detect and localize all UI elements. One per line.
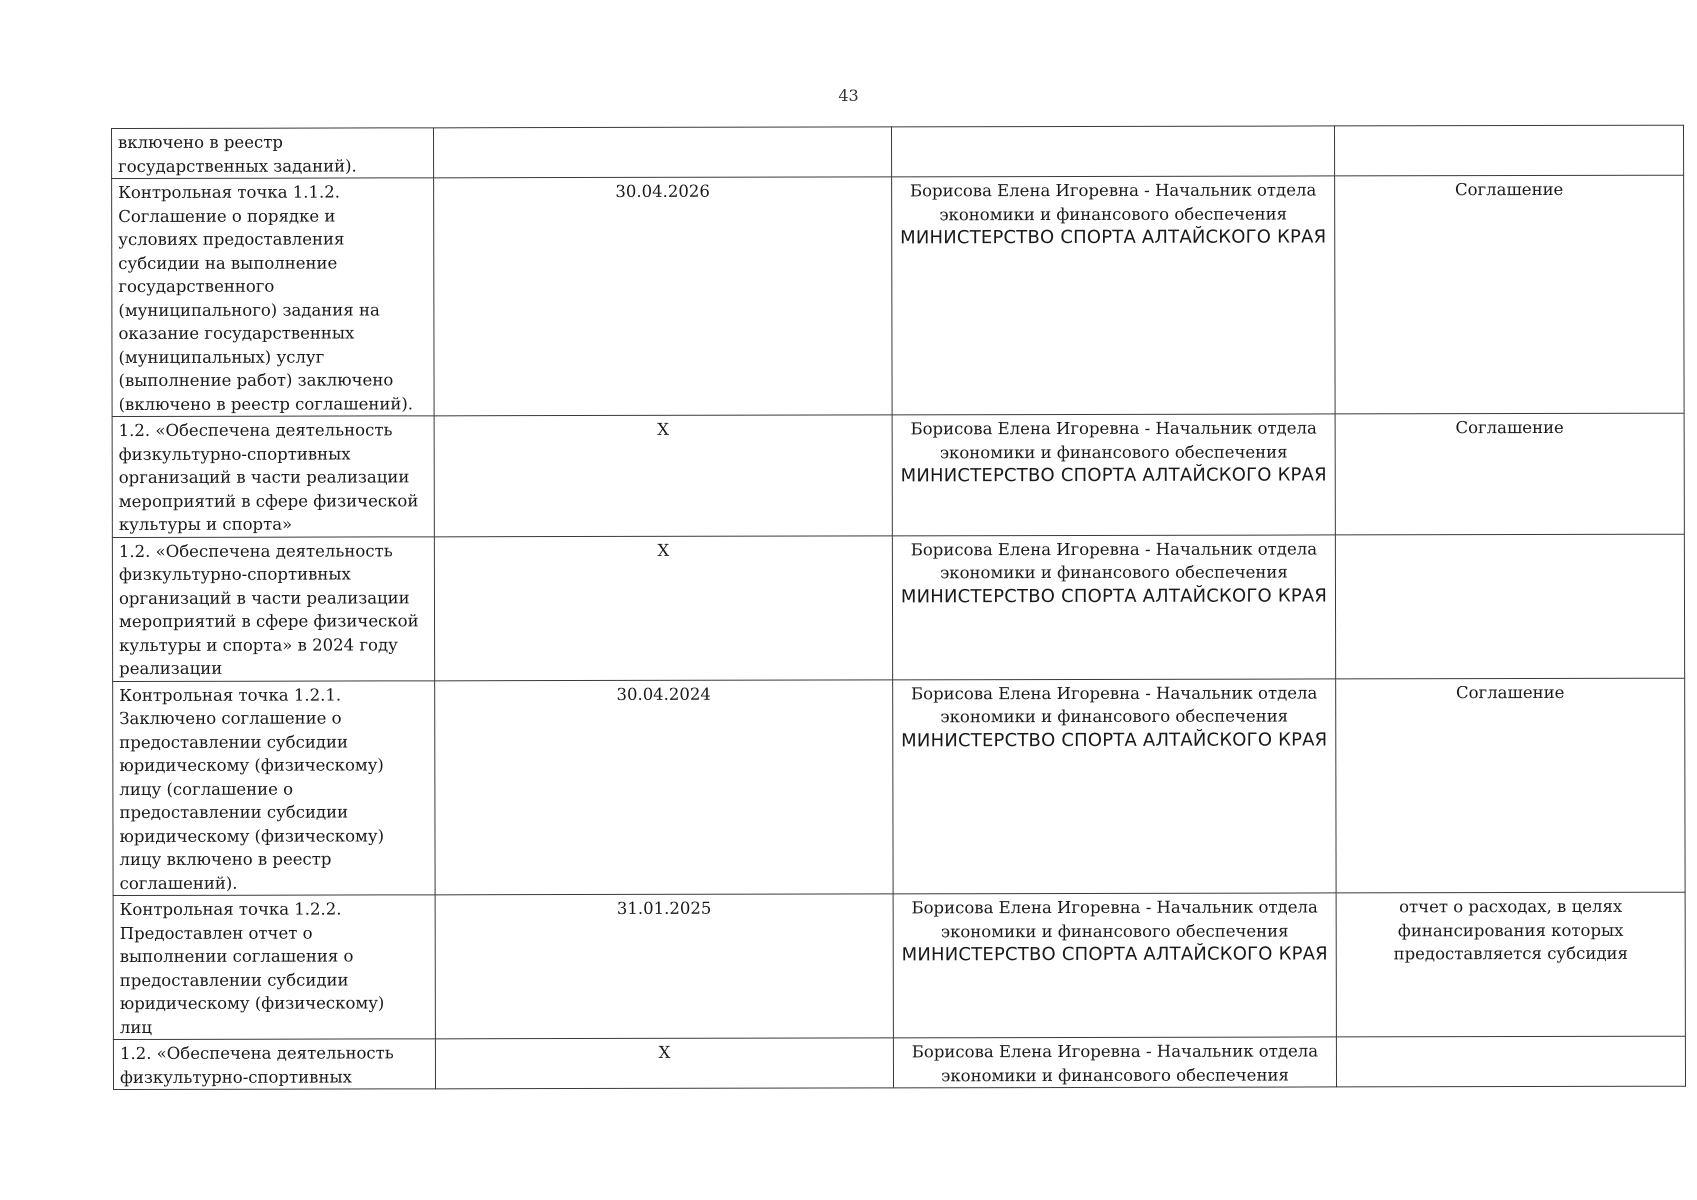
responsible-cell: [893, 893, 1336, 1038]
table-row: [113, 892, 1685, 1039]
plan-table: [111, 125, 1686, 1090]
document-cell: отчет о расходах, в целях финансирования которых предоставляется субсидия: [1336, 892, 1685, 1037]
event-name-cell: Контрольная точка 1.2.2. Предоставлен отчет о выполнении соглашения о предоставлении субсидии юридическому (физическому) лиц: [113, 895, 435, 1040]
table-row: [112, 125, 1684, 178]
document-cell: [1334, 125, 1683, 176]
document-cell: [1335, 534, 1684, 679]
responsible-ministry: МИНИСТЕРСТВО СПОРТА АЛТАЙСКОГО КРАЯ: [900, 226, 1327, 249]
responsible-ministry: МИНИСТЕРСТВО СПОРТА АЛТАЙСКОГО КРАЯ: [900, 464, 1327, 487]
table-row: [112, 534, 1684, 681]
event-name-cell: Контрольная точка 1.1.2. Соглашение о порядке и условиях предоставления субсидии на выполнение государственного (муниципального) задания на оказание государственных (муниципальных) услуг (выполнение работ) заключено (включено в реестр соглашений).: [112, 178, 434, 417]
document-cell: [1336, 1036, 1685, 1087]
deadline-cell: 31.01.2025: [435, 894, 893, 1039]
event-name-cell: Контрольная точка 1.2.1. Заключено соглашение о предоставлении субсидии юридическому (физическому) лицу (соглашение о предоставлении субсидии юридическому (физическому) лицу включено в реестр соглашений).: [113, 680, 435, 895]
deadline-cell: 30.04.2024: [435, 679, 893, 894]
deadline-cell: 30.04.2026: [434, 177, 892, 416]
responsible-ministry: МИНИСТЕРСТВО СПОРТА АЛТАЙСКОГО КРАЯ: [900, 584, 1328, 607]
responsible-cell: [891, 126, 1334, 177]
deadline-cell: X: [435, 1038, 893, 1089]
document-cell: Соглашение: [1335, 413, 1684, 534]
responsible-cell: [892, 534, 1335, 679]
event-name-cell: включено в реестр государственных заданий).: [112, 128, 434, 179]
responsible-person: Борисова Елена Игоревна - Начальник отдела экономики и финансового обеспечения: [910, 418, 1317, 462]
deadline-cell: X: [434, 535, 892, 680]
responsible-ministry: [898, 128, 1328, 129]
event-name-cell: 1.2. «Обеспечена деятельность физкультурно-спортивных: [113, 1039, 435, 1090]
table-row: [112, 175, 1684, 416]
responsible-cell: [893, 678, 1336, 893]
responsible-ministry: МИНИСТЕРСТВО СПОРТА АЛТАЙСКОГО КРАЯ: [901, 943, 1328, 966]
table-row: [113, 1036, 1685, 1089]
document-cell: Соглашение: [1336, 678, 1685, 893]
document-cell: Соглашение: [1335, 175, 1684, 414]
responsible-cell: [893, 1037, 1336, 1088]
table-row: [113, 678, 1685, 896]
deadline-cell: [434, 127, 892, 178]
responsible-ministry: МИНИСТЕРСТВО СПОРТА АЛТАЙСКОГО КРАЯ: [901, 728, 1328, 751]
table-row: [112, 413, 1684, 537]
deadline-cell: X: [434, 415, 892, 536]
responsible-cell: [892, 414, 1335, 535]
responsible-person: Борисова Елена Игоревна - Начальник отдела экономики и финансового обеспечения: [909, 180, 1317, 224]
responsible-person: Борисова Елена Игоревна - Начальник отдела экономики и финансового обеспечения: [911, 682, 1318, 727]
responsible-cell: [892, 176, 1335, 415]
page-number: 43: [838, 86, 859, 105]
responsible-person: Борисова Елена Игоревна - Начальник отдела экономики и финансового обеспечения: [910, 538, 1318, 583]
responsible-person: Борисова Елена Игоревна - Начальник отдела экономики и финансового обеспечения: [911, 897, 1318, 941]
responsible-person: Борисова Елена Игоревна - Начальник отдела экономики и финансового обеспечения: [911, 1041, 1319, 1085]
event-name-cell: 1.2. «Обеспечена деятельность физкультурно-спортивных организаций в части реализации мероприятий в сфере физической культуры и спорта»: [112, 416, 434, 537]
event-name-cell: 1.2. «Обеспечена деятельность физкультурно-спортивных организаций в части реализации мероприятий в сфере физической культуры и спорта» в 2024 году реализации: [112, 536, 434, 681]
responsible-person: [898, 128, 1328, 129]
